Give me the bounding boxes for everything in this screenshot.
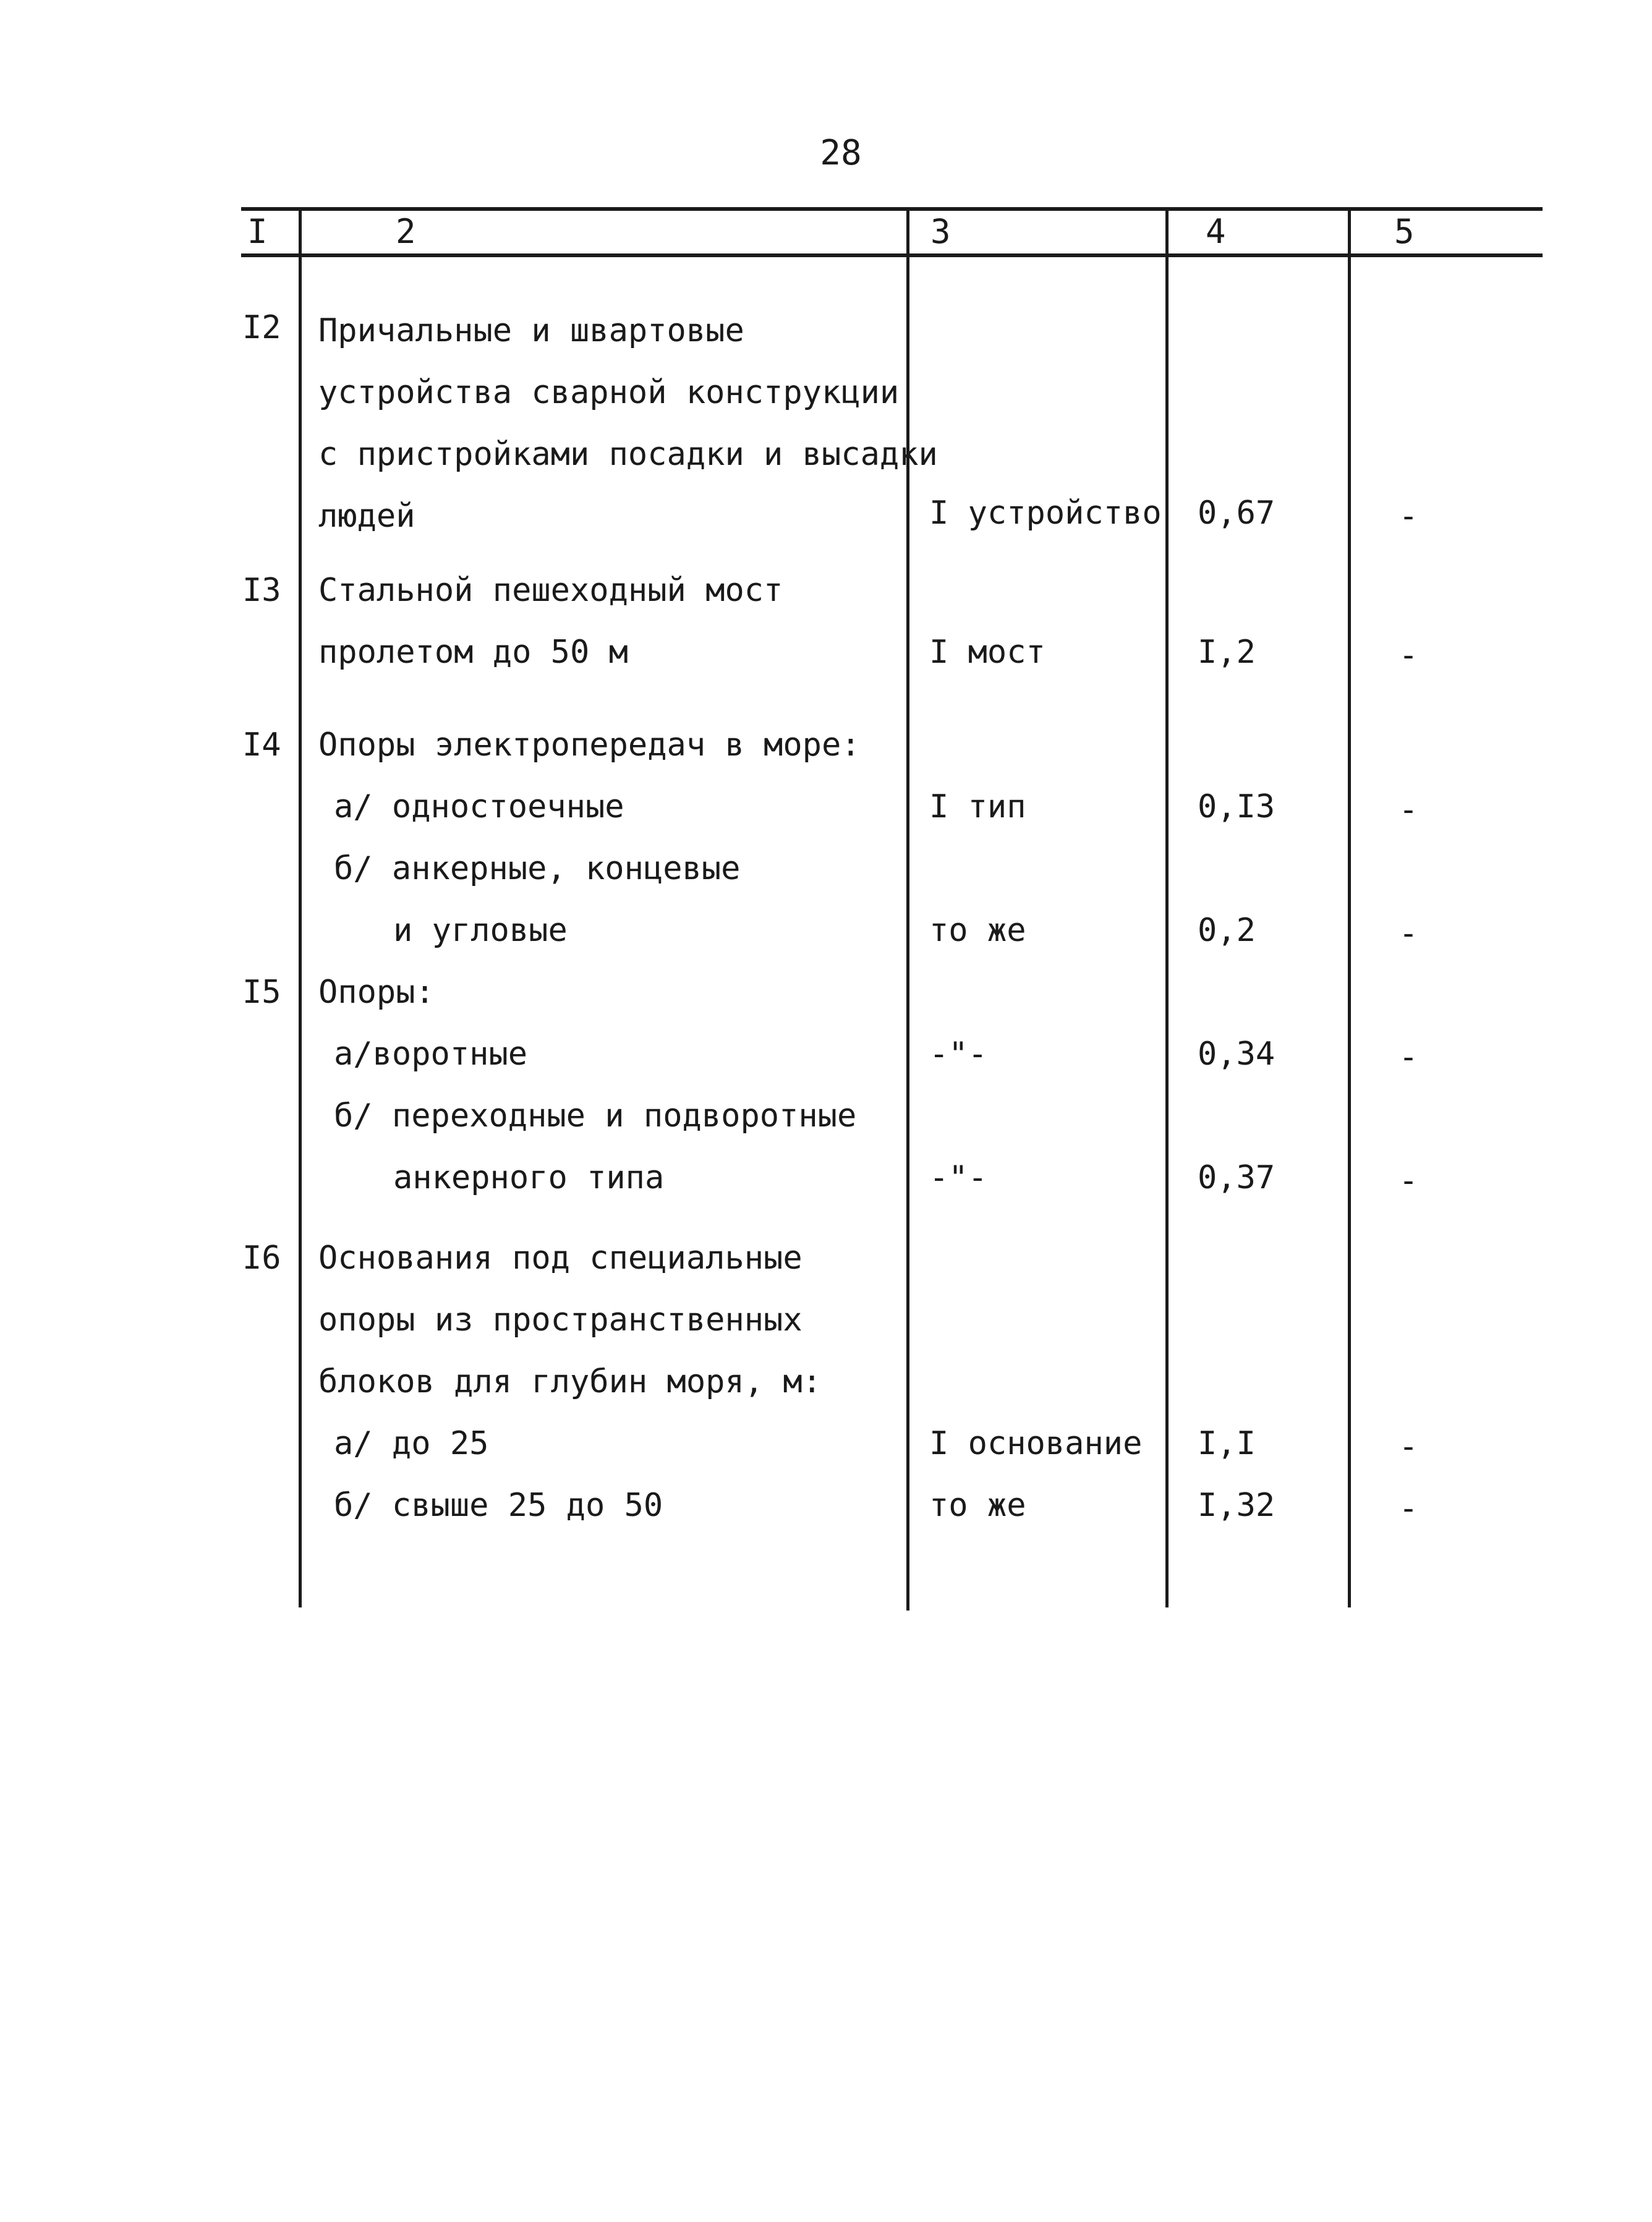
description-line: пролетом до 50 м — [318, 634, 628, 671]
description-line: Опоры: — [318, 974, 435, 1011]
description-line: с пристройками посадки и высадки — [318, 436, 938, 473]
unit-cell: -"- — [929, 1036, 987, 1073]
col5-cell: - — [1399, 915, 1418, 952]
unit-cell: то же — [929, 1487, 1026, 1524]
description-line: устройства сварной конструкции — [318, 374, 900, 411]
description-line: а/воротные — [334, 1036, 528, 1073]
header-col-5: 5 — [1394, 212, 1415, 251]
value-cell: 0,2 — [1198, 912, 1256, 949]
description-line: б/ анкерные, концевые — [334, 850, 741, 887]
row-number: I3 — [242, 572, 281, 609]
row-number: I5 — [242, 974, 281, 1011]
col5-cell: - — [1399, 1490, 1418, 1527]
description-line: людей — [318, 498, 415, 535]
page-number: 28 — [820, 133, 862, 173]
unit-cell: I мост — [929, 634, 1045, 671]
value-cell: 0,34 — [1198, 1036, 1275, 1073]
value-cell: I,I — [1198, 1425, 1256, 1462]
col5-cell: - — [1399, 637, 1418, 674]
description-line: опоры из пространственных — [318, 1301, 803, 1339]
col5-cell: - — [1399, 498, 1418, 535]
unit-cell: I основание — [929, 1425, 1143, 1462]
unit-cell: то же — [929, 912, 1026, 949]
header-col-1: I — [247, 212, 268, 251]
unit-cell: I тип — [929, 788, 1026, 825]
description-line: б/ свыше 25 до 50 — [334, 1487, 663, 1524]
column-divider-1 — [299, 210, 302, 1607]
header-col-2: 2 — [396, 212, 416, 251]
description-line: а/ до 25 — [334, 1425, 489, 1462]
description-line: и угловые — [393, 912, 568, 949]
value-cell: 0,I3 — [1198, 788, 1275, 825]
value-cell: 0,67 — [1198, 495, 1275, 532]
unit-cell: I устройство — [929, 495, 1162, 532]
col5-cell: - — [1399, 1162, 1418, 1199]
col5-cell: - — [1399, 1039, 1418, 1076]
description-line: Стальной пешеходный мост — [318, 572, 783, 609]
value-cell: I,32 — [1198, 1487, 1275, 1524]
value-cell: 0,37 — [1198, 1159, 1275, 1196]
description-line: анкерного типа — [393, 1159, 665, 1196]
header-col-3: 3 — [930, 212, 951, 251]
description-line: Основания под специальные — [318, 1240, 803, 1277]
row-number: I4 — [242, 726, 281, 764]
description-line: Причальные и швартовые — [318, 312, 744, 349]
unit-cell: -"- — [929, 1159, 987, 1196]
col5-cell: - — [1399, 791, 1418, 828]
column-divider-3 — [1165, 210, 1169, 1607]
description-line: Опоры электропередач в море: — [318, 726, 861, 764]
row-number: I6 — [242, 1240, 281, 1277]
description-line: б/ переходные и подворотные — [334, 1097, 857, 1134]
header-col-4: 4 — [1206, 212, 1226, 251]
description-line: а/ одностоечные — [334, 788, 624, 825]
column-divider-4 — [1348, 210, 1351, 1607]
col5-cell: - — [1399, 1428, 1418, 1465]
column-divider-2 — [906, 210, 909, 1611]
row-number: I2 — [242, 309, 281, 346]
description-line: блоков для глубин моря, м: — [318, 1363, 822, 1400]
value-cell: I,2 — [1198, 634, 1256, 671]
